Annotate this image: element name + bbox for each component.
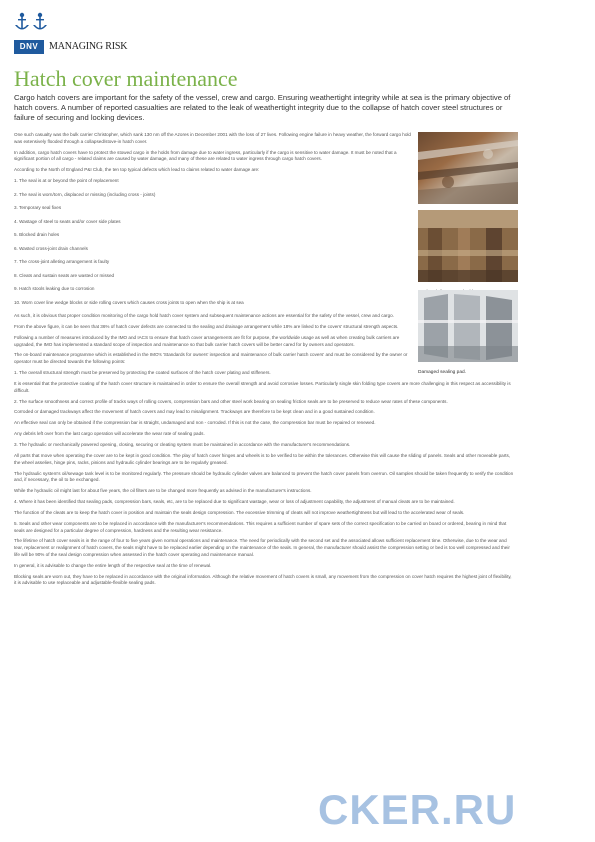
photo-seal-renewal bbox=[418, 210, 518, 295]
tagline: MANAGING RISK bbox=[49, 41, 128, 52]
body-paragraph: In addition, cargo hatch covers have to protect the stowed cargo in the holds from damage due to water ingress, particularly if the cargo is sensitive to water damage. It must be noted that a significant portion of all cargo - related claims are caused by water damage, and many of these are related to water ingress through cargo hatch covers. bbox=[14, 149, 397, 162]
body-paragraph: All parts that move when operating the cover are to be kept in good condition. The play of hatch cover hinges and wheels is to be verified to be within the tolerances. Otherwise this will cause the sliding of panels. Seals and other moveable parts, the wheel asselies, hinge pins, racks, pinions and hydraulic cylinder bearings are to be regularly greased. bbox=[14, 452, 511, 465]
body-paragraph: The function of the cleats are to keep the hatch cover in position and maintain the seals design compression. The excessive trimming of cleats will not improve weathertightness but will lead to the accelerated wear of seals. bbox=[14, 509, 465, 515]
body-paragraph: An effective seal can only be obtained if the compression bar is straight, undamaged and non - corroded. If this is not the case, the compression bar must be repaired or renewed. bbox=[14, 420, 376, 426]
body-paragraph: Any debris left over from the last cargo operation will accelerate the wear rate of sealing pads. bbox=[14, 431, 205, 437]
intro-paragraph: Cargo hatch covers are important for the safety of the vessel, crew and cargo. Ensuring weathertight integrity while at sea is the primary objective of hatch covers. A number of reported casualties are related to the leak of weathertight integrity due to the collapse of hatch cover steel structures or failure of securing and locking devices. bbox=[14, 93, 511, 122]
photo-damaged-sealing-pad bbox=[418, 290, 518, 375]
list-item: 3. Temporary seal fixes bbox=[14, 205, 62, 211]
photo-corroded-hatch-cover bbox=[418, 132, 518, 217]
body-paragraph: The on-board maintenance programme which is established in the IMO's 'Standards for owners' inspection and maintenance of bulk carrier hatch covers' and must be considered by the owner or operator must be directed towards the following points: bbox=[14, 352, 408, 365]
body-paragraph: As such, it is obvious that proper condition monitoring of the cargo hold hatch cover system and subsequent maintenance actions are essential for the safety of the vessel, crew and cargo. bbox=[14, 313, 394, 319]
page-title: Hatch cover maintenance bbox=[14, 66, 238, 91]
list-item: 4. Wastage of steel to seats and/or cover side plates bbox=[14, 218, 121, 224]
body-paragraph: The hydraulic system's oil/sewage tank level is to be monitored regularly. The pressure should be hydraulic cylinder valves are balanced to prevent the hatch cover panels from overrun. Oil samples should be taken frequently to verify the condition and, if necessary, the oil to be exchanged. bbox=[14, 470, 514, 483]
body-paragraph: Corroded or damaged trackways affect the movement of hatch covers and may lead to misalignment. Trackways are therefore to be kept clean and in a good sustained condition. bbox=[14, 409, 375, 415]
list-item: 2. The seal is worn/torn, displaced or missing (including cross - joints) bbox=[14, 191, 156, 197]
body-paragraph: 5. Seals and other wear components are to be replaced in accordance with the manufacturer's recommendations. This requires a sufficient number of spare sets of the correct specification to be carried on board or ordered, bearing in mind that seals are designed for a particular degree of compression, hardness and the resulting wear resistance. bbox=[14, 520, 507, 533]
damaged-sealing-pad-image bbox=[418, 290, 518, 362]
body-paragraph: 1. The overall structural strength must be preserved by protecting the coated surfaces of the hatch cover plating and stiffeners. bbox=[14, 370, 271, 376]
list-item: 7. The cross-joint alleting arrangement is faulty bbox=[14, 259, 110, 265]
list-item: 6. Wasted cross-joint drain channels bbox=[14, 245, 88, 251]
list-item: 8. Cleats and sustain seats are wasted or missed bbox=[14, 272, 115, 278]
body-paragraph: While the hydraulic oil might last for about five years, the oil filters are to be changed more frequently as advised in the manufacturer's instructions. bbox=[14, 488, 312, 494]
corroded-hatch-cover-image bbox=[418, 132, 518, 204]
dnv-anchor-logo-icon bbox=[14, 12, 48, 34]
dnv-logo-badge: DNV bbox=[14, 40, 44, 54]
body-paragraph: According to the North of England P&I Club, the ten top typical defects which lead to claims related to water damage are: bbox=[14, 167, 260, 173]
body-paragraph: In general, it is advisable to change the entire length of the respective seal at the time of renewal. bbox=[14, 562, 212, 568]
list-item: 9. Hatch stools leaking due to corrosion bbox=[14, 286, 95, 292]
seal-renewal-image bbox=[418, 210, 518, 282]
body-paragraph: From the above figure, it can be seen that 36% of hatch cover defects are connected to the sealing and drainage arrangement while 18% are linked to the covers' structural strength aspects. bbox=[14, 323, 399, 329]
photo-caption: Damaged sealing pad. bbox=[418, 370, 467, 375]
body-paragraph: Following a number of measures introduced by the IMO and IACS to ensure that hatch cover arrangements are fit for purpose, the worldwide usage as well as when creating bulk carriers are upgraded, the IMO has implemented a standard scope of inspection and maintenance so that bulk carrier hatch covers will be better cared for by owners and operators. bbox=[14, 334, 400, 347]
body-paragraph: It is essential that the protective coating of the hatch cover structure is maintained in order to ensure the overall strength and avoid corrosive losses. Particularly single skin folding type covers are more challenging in this respect as accessibility is difficult. bbox=[14, 380, 511, 393]
watermark-text: CKER.RU bbox=[318, 786, 517, 833]
body-paragraph: The lifetime of hatch cover seals is in the range of four to five years given normal operations and maintenance. The need for periodically with the second set and the associated allows sufficient replacement time. Otherwise, due to the wear and tear, replacement or realignment of hatch covers, the seals might have to be replaced earlier depending on the maintenance of the seals. In general, the manufacturer should assist the compression setting or bed is too well compressed and their life will be 90% of the seal design compression when assessed in the hatch cover operating and maintenance manual. bbox=[14, 538, 510, 557]
body-paragraph: 3. The hydraulic or mechanically powered opening, closing, securing or cleating system must be maintained in accordance with the manufacturer's recommendations. bbox=[14, 442, 351, 448]
body-paragraph: One such casualty was the bulk carrier Christopher, which sank 130 nm off the Azores in December 2001 with the loss of 27 lives. Following engine failure in heavy weather, the forward cargo hold was extensively flooded through a collapsed/stove-in hatch cover. bbox=[14, 132, 411, 144]
body-paragraph: 2. The surface smoothness and correct profile of tracks ways of rolling covers, compression bars and other steel work bearing on sealing friction seals are to be preserved to reduce wear rates of these components. bbox=[14, 398, 448, 404]
list-item: 5. Blocked drain holes bbox=[14, 232, 60, 238]
list-item: 1. The seal is at or beyond the point of replacement bbox=[14, 178, 119, 184]
body-paragraph: Blocking seals are worn out, they have to be replaced in accordance with the original information. Although the relative movement of hatch covers is small, any movement from the compression on cover hatch requires the highest joint of flexibility, it is advisable to use replaceable and adjustable-flexible sealing pads. bbox=[14, 573, 512, 586]
list-item: 10. Worn cover line wedge blocks or side rolling covers which causes cross joints to open when the ship is at sea bbox=[14, 299, 244, 305]
body-paragraph: 4. Where it has been identified that sealing pads, compression bars, seals, etc, are to be replaced due to significant wastage, wear or loss of adjustment capability, the adjustment of manual cleats are to be maintained. bbox=[14, 499, 455, 505]
